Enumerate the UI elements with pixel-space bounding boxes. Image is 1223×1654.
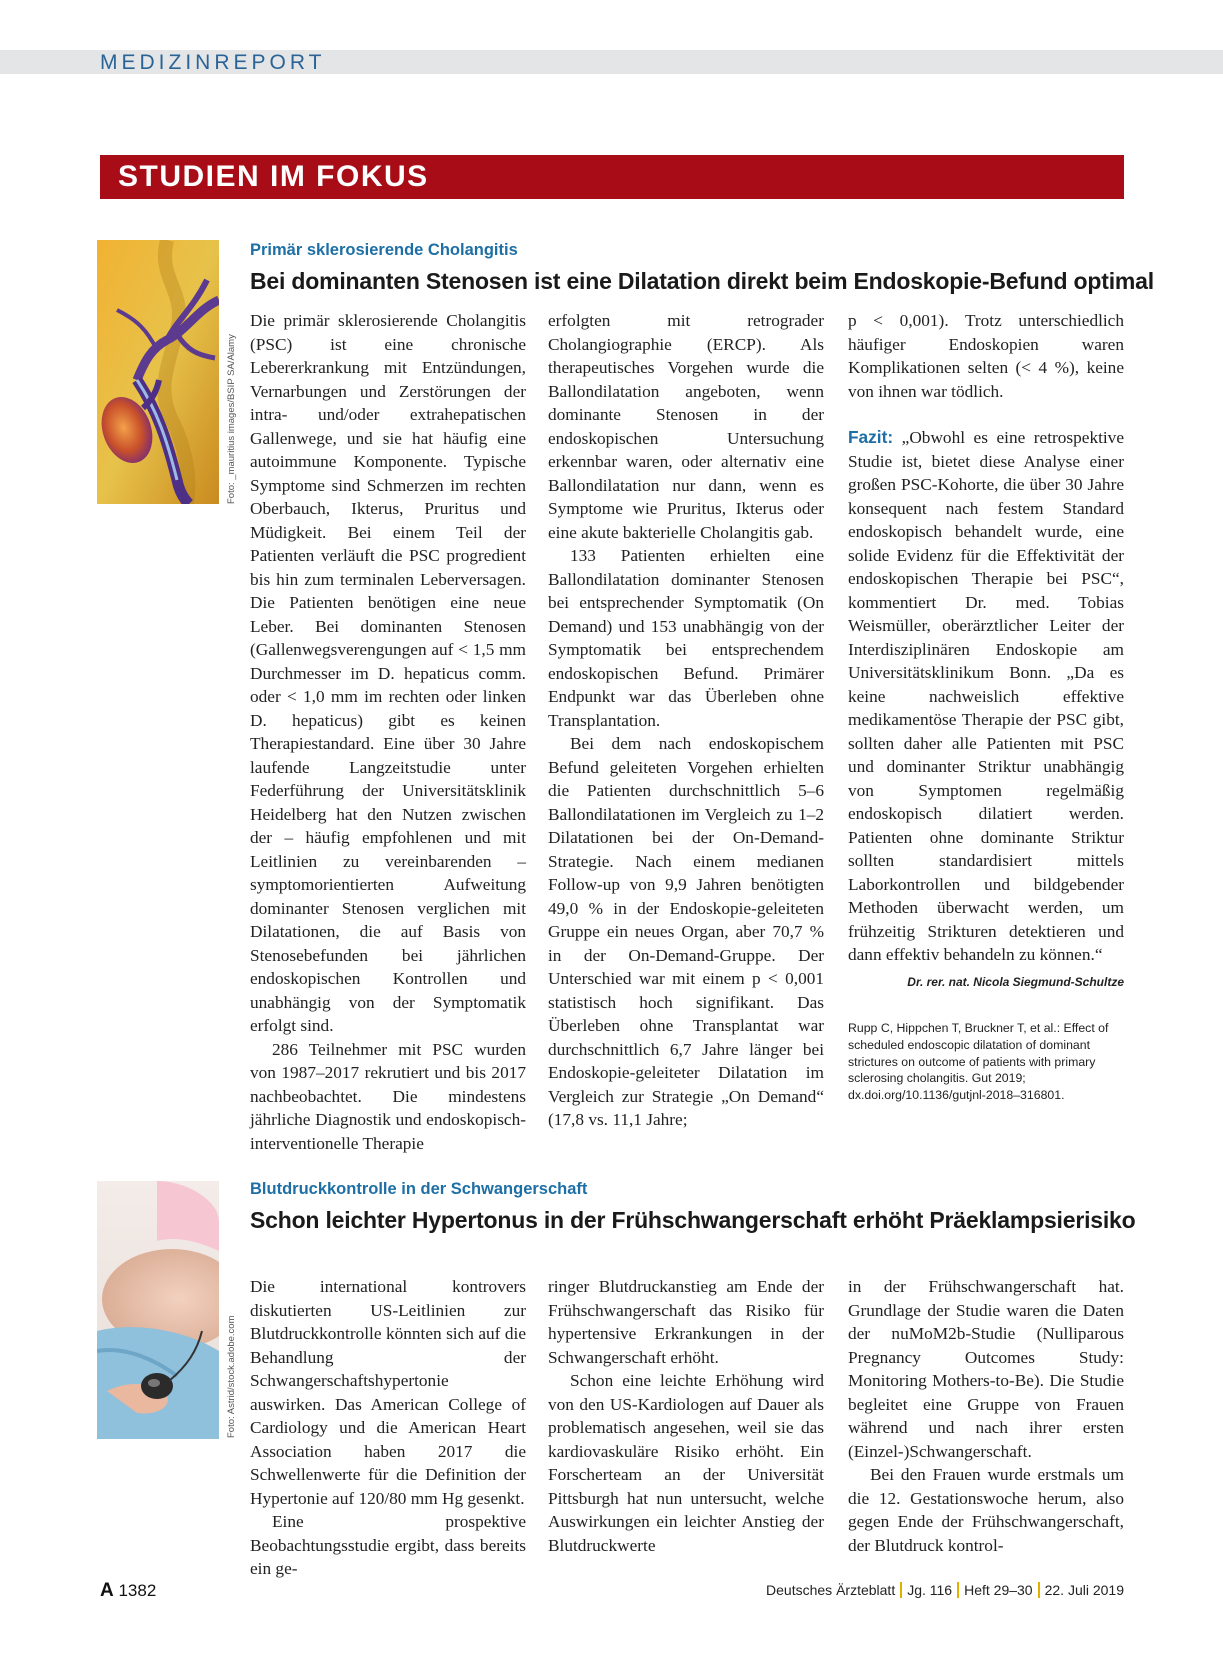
paragraph: p < 0,001). Trotz unterschiedlich häufiger Endoskopien waren Komplikationen selten (< 4 %), keine von ihnen war tödlich. (848, 311, 1124, 401)
banner-title: STUDIEN IM FOKUS (118, 160, 429, 193)
paragraph: erfolgten mit retrograder Cholangiographie (ERCP). Als therapeutisches Vorgehen wurde die Ballondilatation angeboten, wenn dominante Stenosen in der endoskopischen Untersuchung erkennbar waren, oder alternativ eine Ballondilatation nur dann, wenn es Symptome wie Pruritus, Ikterus oder eine akute bakterielle Cholangitis gab. (548, 311, 824, 542)
article1-photo (97, 240, 219, 504)
journal-name: Deutsches Ärzteblatt (766, 1582, 896, 1598)
reference: Rupp C, Hippchen T, Bruckner T, et al.: Effect of scheduled endoscopic dilatation of dominant strictures on outcome of patients with primary sclerosing cholangitis. Gut 2019; dx.doi.org/10.1136/gutjnl-2018–316801. (848, 1021, 1109, 1103)
journal-date: 22. Juli 2019 (1044, 1582, 1124, 1598)
fazit-paragraph (848, 426, 1124, 967)
fazit-text: „Obwohl es eine retrospektive Studie ist, bietet diese Analyse einer großen PSC-Kohorte, die über 30 Jahre konsequent nach festem Standard endoskopisch behandelt wurde, eine solide Evidenz für die Effektivität der endoskopischen Therapie bei PSC“, kommentiert Dr. med. Tobias Weismüller, oberärztlicher Leiter der Interdisziplinären Endoskopie am Universitätsklinikum Bonn. „Da es keine nachweislich effektive medikamentöse Therapie der PSC gibt, sollten daher alle Patienten mit PSC und dominanter Striktur unabhängig von Symptomen regelmäßig endoskopisch dilatiert werden. Patienten ohne dominante Striktur sollten standardisiert mittels Laborkontrollen und bildgebender Methoden überwacht werden, um frühzeitig Strikturen detektieren und dann effektiv behandeln zu können.“ (848, 428, 1124, 964)
paragraph: 286 Teilnehmer mit PSC wurden von 1987–2017 rekrutiert und bis 2017 nachbeobachtet. Die mindestens jährliche Diagnostik und endoskopisch-interventionelle Therapie (250, 1039, 526, 1153)
journal-volume: Jg. 116 (907, 1582, 953, 1598)
article2-photo (97, 1181, 219, 1439)
article1-column-1 (250, 309, 526, 1155)
paragraph: Bei dem nach endoskopischem Befund geleiteten Vorgehen erhielten die Patienten durchschnittlich 5–6 Ballondilatationen im Vergleich zu 1–2 Dilatationen bei der On-Demand-Strategie. Nach einem medianen Follow-up von 9,9 Jahren benötigten 49,0 % in der Endoskopie-geleiteten Gruppe ein neues Organ, aber 70,7 % in der On-Demand-Gruppe. Der Unterschied war mit einem p < 0,001 statistisch hoch signifikant. Das Überleben ohne Transplantat war durchschnittlich 6,7 Jahre länger bei Endoskopie-geleiteter Dilatation im Vergleich zur Strategie „On Demand“ (17,8 vs. 11,1 Jahre; (548, 734, 824, 1129)
article1-kicker: Primär sklerosierende Cholangitis (250, 241, 518, 259)
paragraph: Bei den Frauen wurde erstmals um die 12. Gestationswoche herum, also gegen Ende der Frühschwangerschaft, der Blutdruck kontrol- (848, 1465, 1124, 1555)
page-number-value: 1382 (118, 1581, 157, 1600)
article1-photo-credit: Foto: _mauritius images/BSIP SA/Alamy (226, 334, 237, 504)
paragraph: Die international kontrovers diskutierten US-Leitlinien zur Blutdruckkontrolle könnten sich auf die Behandlung der Schwangerschaftshypertonie auswirken. Das American College of Cardiology und die American Heart Association haben 2017 die Schwellenwerte für die Definition der Hypertonie auf 120/80 mm Hg gesenkt. (250, 1277, 526, 1508)
paragraph: 133 Patienten erhielten eine Ballondilatation dominanter Stenosen bei entsprechender Symptomatik (On Demand) und 153 unabhängig von der Symptomatik bei entsprechendem endoskopischen Befund. Primärer Endpunkt war das Überleben ohne Transplantation. (548, 546, 824, 730)
page-prefix: A (100, 1580, 114, 1601)
article2-column-3 (848, 1275, 1124, 1557)
divider (900, 1582, 902, 1598)
divider (957, 1582, 959, 1598)
section-label: MEDIZINREPORT (100, 51, 326, 74)
paragraph: in der Frühschwangerschaft hat. Grundlage der Studie waren die Daten der nuMoM2b-Studie (Nulliparous Pregnancy Outcomes Study: Monitoring Mothers-to-Be). Die Studie begleitet eine Gruppe von Frauen während und nach ihrer ersten (Einzel-)Schwangerschaft. (848, 1277, 1124, 1461)
article1-column-3 (848, 309, 1124, 1104)
fazit-label: Fazit: (848, 427, 894, 447)
paragraph: ringer Blutdruckanstieg am Ende der Frühschwangerschaft das Risiko für hypertensive Erkrankungen in der Schwangerschaft erhöht. (548, 1277, 824, 1367)
paragraph: Schon eine leichte Erhöhung wird von den US-Kardiologen auf Dauer als problematisch angesehen, weil sie das kardiovaskuläre Risiko erhöht. Ein Forscherteam an der Universität Pittsburgh hat nun untersucht, welche Auswirkungen ein leichter Anstieg der Blutdruckwerte (548, 1371, 824, 1555)
article1-headline: Bei dominanten Stenosen ist eine Dilatation direkt beim Endoskopie-Befund optimal (250, 268, 1154, 294)
article2-headline: Schon leichter Hypertonus in der Frühschwangerschaft erhöht Präeklampsierisiko (250, 1207, 1136, 1233)
article2-column-2 (548, 1275, 824, 1557)
author: Dr. rer. nat. Nicola Siegmund-Schultze (907, 974, 1124, 989)
journal-issue: Heft 29–30 (964, 1582, 1033, 1598)
journal-info (766, 1582, 1124, 1598)
paragraph: Die primär sklerosierende Cholangitis (PSC) ist eine chronische Lebererkrankung mit Entzündungen, Vernarbungen und Zerstörungen der intra- und/oder extrahepatischen Gallenwege, und sie hat häufig eine autoimmune Komponente. Typische Symptome sind Schmerzen im rechten Oberbauch, Ikterus, Pruritus und Müdigkeit. Bei einem Teil der Patienten verläuft die PSC progredient bis hin zum terminalen Leberversagen. Die Patienten benötigen eine neue Leber. Bei dominanten Stenosen (Gallenwegsverengungen auf < 1,5 mm Durchmesser im D. hepaticus comm. oder < 1,0 mm im rechten oder linken D. hepaticus) gibt es keinen Therapiestandard. Eine über 30 Jahre laufende Langzeitstudie unter Federführung der Universitätsklinik Heidelberg hat den Nutzen zwischen der – häufig empfohlenen und mit Leitlinien zu vereinbarenden – symptomorientierten Aufweitung dominanter Stenosen verglichen mit Dilatationen, die auf Basis von Stenosebefunden bei jährlichen endoskopischen Kontrollen und unabhängig von der Symptomatik erfolgt sind. (250, 311, 526, 1035)
article2-kicker: Blutdruckkontrolle in der Schwangerschaft (250, 1180, 588, 1198)
page-number (100, 1580, 156, 1602)
article2-column-1 (250, 1275, 526, 1581)
article2-photo-credit: Foto: Astrid/stock.adobe.com (226, 1315, 237, 1438)
paragraph: Eine prospektive Beobachtungsstudie ergibt, dass bereits ein ge- (250, 1512, 526, 1578)
article1-column-2 (548, 309, 824, 1132)
section-banner (100, 155, 1124, 199)
divider (1038, 1582, 1040, 1598)
